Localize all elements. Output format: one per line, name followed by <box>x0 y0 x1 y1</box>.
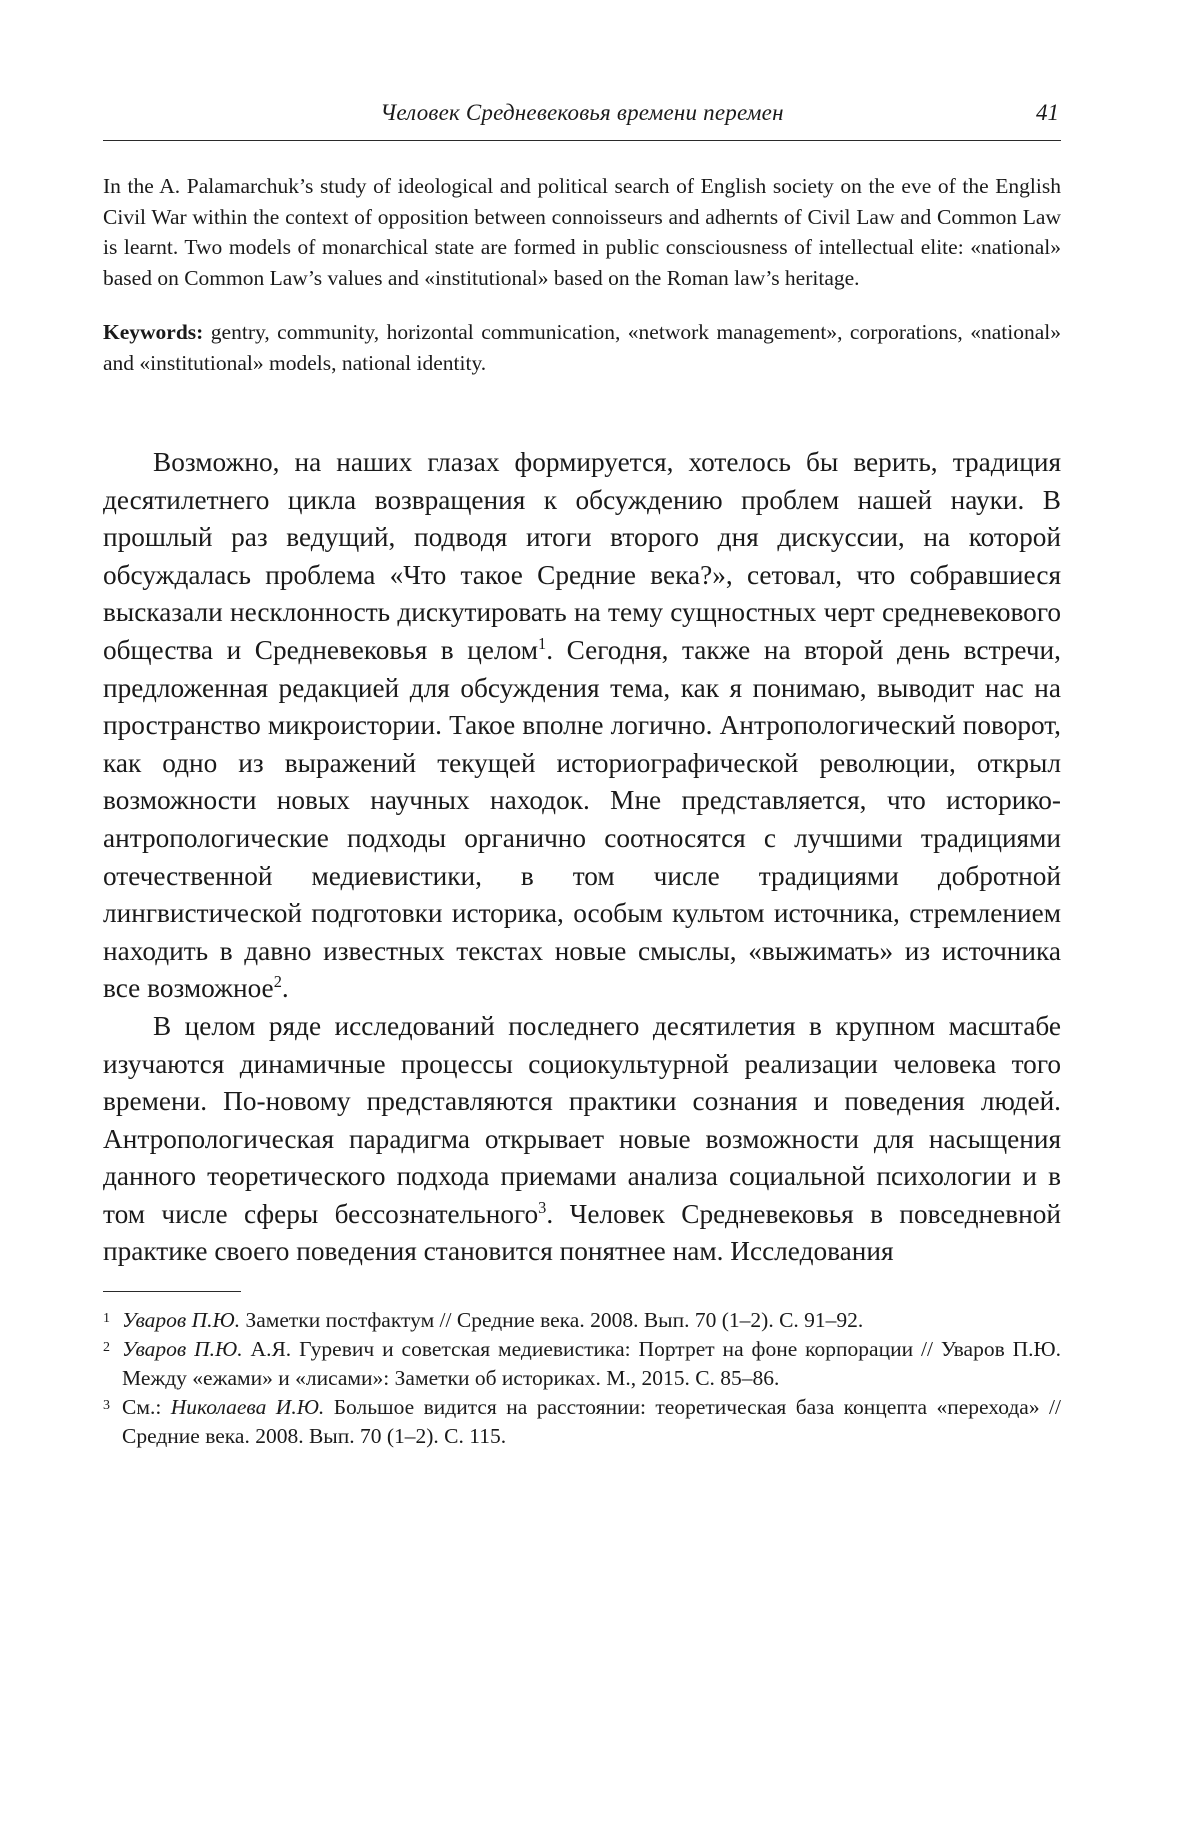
footnote-author: Николаева И.Ю. <box>171 1395 325 1419</box>
keywords <box>103 317 1061 378</box>
paragraph-1-part-a: Возможно, на наших глазах формируется, хотелось бы верить, традиция десятилетнего цикла возвращения к обсуждению проблем нашей науки. В прошлый раз ведущий, подводя итоги второго дня дискуссии, на которой обсуждалась проблема «Что такое Средние века?», сетовал, что собравшиеся высказали несклонность дискутировать на тему сущностных черт средневекового общества и Средневековья в целом <box>103 447 1061 665</box>
footnote-number: 3 <box>103 1391 110 1420</box>
footnote-text: Большое видится на расстоянии: теоретическая база концепта «перехода» // Средние века. 2008. Вып. 70 (1–2). С. 115. <box>122 1395 1061 1448</box>
footnote-1 <box>103 1306 1061 1335</box>
paragraph-2-part-b: . Человек Средневековья в повседневной практике своего поведения становится понятнее нам. Исследования <box>103 1199 1061 1267</box>
paragraph-2-part-a: В целом ряде исследований последнего десятилетия в крупном масштабе изучаются динамичные процессы социокультурной реализации человека того времени. По-новому представляются практики сознания и поведения людей. Антропологическая парадигма открывает новые возможности для насыщения данного теоретического подхода приемами анализа социальной психологии и в том числе сферы бессознательного <box>103 1011 1061 1229</box>
keywords-label: Keywords: <box>103 320 203 344</box>
footnote-author: Уваров П.Ю. <box>122 1337 243 1361</box>
footnotes <box>103 1306 1061 1451</box>
footnote-text: Заметки постфактум // Средние века. 2008. Вып. 70 (1–2). С. 91–92. <box>240 1308 863 1332</box>
page-number: 41 <box>1036 100 1059 126</box>
footnote-number: 2 <box>103 1333 110 1362</box>
footnote-prefix: См.: <box>122 1395 171 1419</box>
paragraph-1 <box>103 444 1061 1008</box>
footnote-ref-3: 3 <box>538 1198 546 1217</box>
body-text <box>103 444 1061 1271</box>
running-title: Человек Средневековья времени перемен <box>103 100 1061 126</box>
paragraph-1-part-c: . <box>282 973 289 1003</box>
footnote-2 <box>103 1335 1061 1393</box>
footnote-3 <box>103 1393 1061 1451</box>
page <box>103 96 1061 1451</box>
paragraph-2 <box>103 1008 1061 1271</box>
footnote-author: Уваров П.Ю. <box>122 1308 240 1332</box>
footnote-text: А.Я. Гуревич и советская медиевистика: Портрет на фоне корпорации // Уваров П.Ю. Между «ежами» и «лисами»: Заметки об историках. М., 2015. С. 85–86. <box>122 1337 1061 1390</box>
running-header <box>103 96 1061 141</box>
footnote-ref-2: 2 <box>274 972 282 991</box>
footnote-rule <box>103 1291 241 1292</box>
keywords-text: gentry, community, horizontal communication, «network management», corporations, «national» and «institutional» models, national identity. <box>103 320 1061 375</box>
footnote-ref-1: 1 <box>538 634 546 653</box>
abstract: In the A. Palamarchuk’s study of ideological and political search of English society on the eve of the English Civil War within the context of opposition between connoisseurs and adhernts of Civil Law and Common Law is learnt. Two models of monarchical state are formed in public consciousness of intellectual elite: «national» based on Common Law’s values and «institutional» based on the Roman law’s heritage. <box>103 171 1061 293</box>
footnote-number: 1 <box>103 1304 110 1333</box>
paragraph-1-part-b: . Сегодня, также на второй день встречи, предложенная редакцией для обсуждения тема, как я понимаю, выводит нас на пространство микроистории. Такое вполне логично. Антропологический поворот, как одно из выражений текущей историографической революции, открыл возможности новых научных находок. Мне представляется, что историко-антропологические подходы органично соотносятся с лучшими традициями отечественной медиевистики, в том числе традициями добротной лингвистической подготовки историка, особым культом источника, стремлением находить в давно известных текстах новые смыслы, «выжимать» из источника все возможное <box>103 635 1061 1003</box>
